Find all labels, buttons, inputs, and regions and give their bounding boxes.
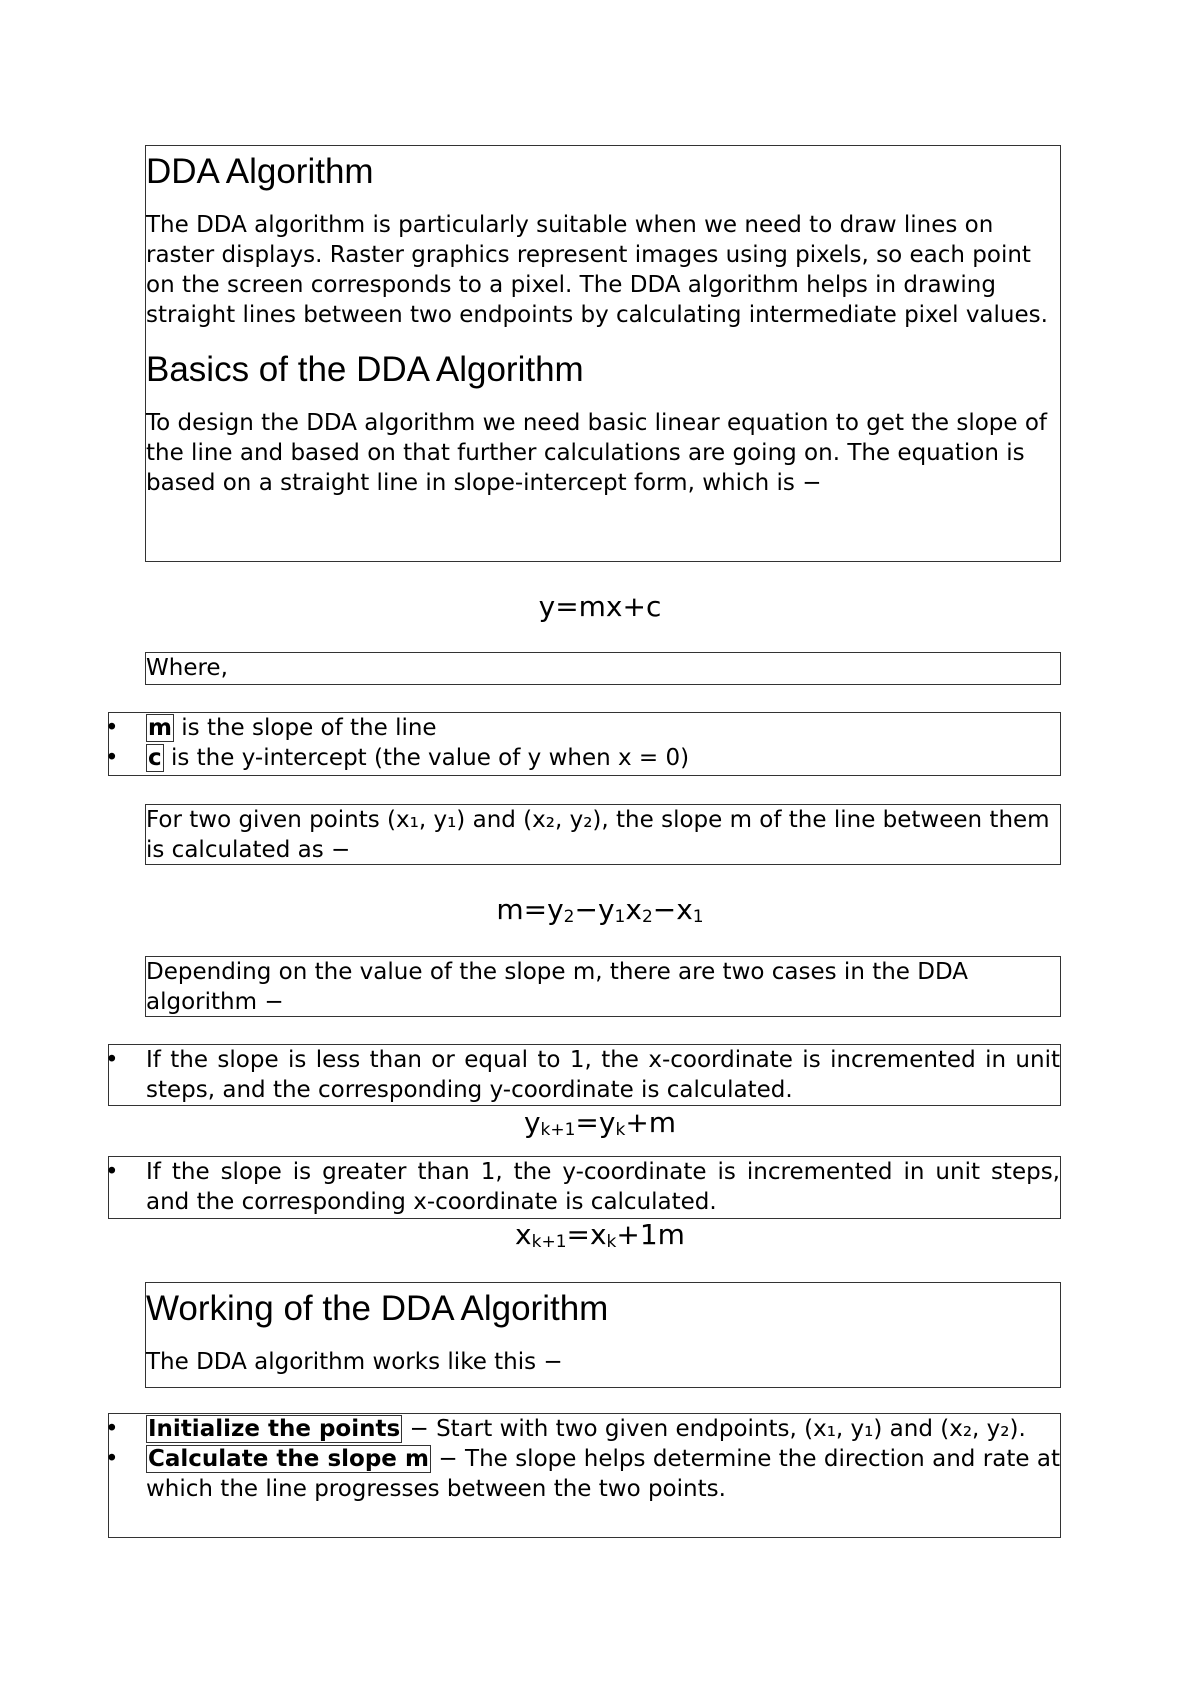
where-box [145,652,1061,685]
definition-text: is the y-intercept (the value of y when x = 0) [163,745,690,771]
cases-intro-box [145,956,1061,1017]
f: −x [652,893,693,926]
heading-working: Working of the DDA Algorithm [146,1289,609,1328]
cases-intro-text: Depending on the value of the slope m, there are two cases in the DDA algorithm − [146,959,969,1015]
formula-case1 [0,1106,1200,1140]
step-text: − Start with two given endpoints, (x₁, y₁) and (x₂, y₂). [402,1416,1026,1442]
f: x [625,893,642,926]
list-item [109,1444,1060,1504]
definitions-list [108,712,1061,776]
working-section [145,1282,1061,1388]
formula-slope [0,893,1200,927]
list-item: • If the slope is greater than 1, the y-coordinate is incremented in unit steps, and the corresponding x-coordinate is calculated. [109,1157,1060,1217]
definition-text: is the slope of the line [173,715,437,741]
case1-box [108,1044,1061,1106]
f: −y [574,893,615,926]
working-paragraph: The DDA algorithm works like this − [146,1349,563,1375]
list-item [109,713,1060,743]
f: k+1 [531,1232,567,1252]
f: y [523,1106,541,1139]
term: c [148,745,162,771]
list-item [109,1414,1060,1444]
f: +1m [616,1218,685,1251]
case2-box [108,1156,1061,1219]
f: =y [575,1106,616,1139]
step-text: − The slope helps determine the direction and rate at which the line progresses between the two points. [146,1446,1061,1502]
heading-basics: Basics of the DDA Algorithm [146,350,584,389]
list-item: • If the slope is less than or equal to 1, the x-coordinate is incremented in unit steps, and the corresponding y-coordinate is calculated. [109,1045,1060,1105]
step-term: Calculate the slope m [148,1446,429,1472]
list-item [109,743,1060,773]
formula-slope-intercept: y=mx+c [538,590,662,623]
f: +m [625,1106,677,1139]
f: k+1 [540,1120,576,1140]
f: 2 [641,907,653,927]
step-term: Initialize the points [148,1416,401,1442]
steps-list [108,1413,1061,1538]
f: 2 [563,907,575,927]
f: 1 [692,907,704,927]
term: m [148,715,172,741]
f: x [515,1218,532,1251]
two-points-text: For two given points (x₁, y₁) and (x₂, y₂), the slope m of the line between them is calculated as − [146,807,1050,863]
heading-dda-algorithm: DDA Algorithm [146,152,374,191]
where-label: Where, [146,655,228,681]
intro-section [145,145,1061,562]
f: m=y [496,893,564,926]
f: k [615,1120,626,1140]
formula-case2 [0,1218,1200,1252]
basics-paragraph: To design the DDA algorithm we need basic linear equation to get the slope of the line and based on that further calculations are going on. The equation is based on a straight line in slope-intercept form, which is − [146,410,1048,496]
two-points-box [145,804,1061,865]
f: 1 [614,907,626,927]
f: k [606,1232,617,1252]
intro-paragraph: The DDA algorithm is particularly suitable when we need to draw lines on raster displays. Raster graphics represent images using pixels, so each point on the screen corresponds to a pixel. The DDA algorithm helps in drawing straight lines between two endpoints by calculating intermediate pixel values. [146,212,1048,328]
f: =x [566,1218,607,1251]
